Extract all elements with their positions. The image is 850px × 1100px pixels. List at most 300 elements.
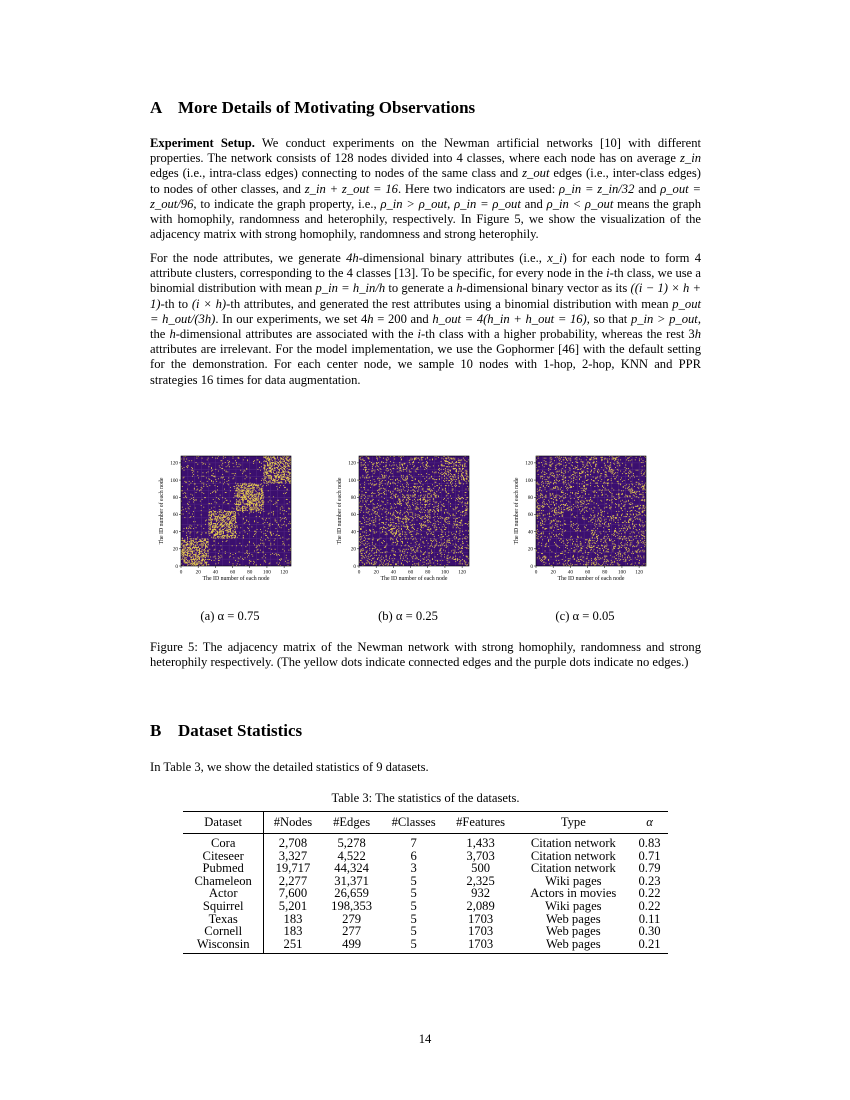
edge-dot — [435, 529, 436, 530]
edge-dot — [254, 484, 255, 485]
edge-dot — [417, 484, 418, 485]
edge-dot — [221, 526, 222, 527]
edge-dot — [415, 552, 416, 553]
edge-dot — [239, 491, 240, 492]
edge-dot — [399, 530, 400, 531]
edge-dot — [239, 514, 240, 515]
edge-dot — [455, 477, 456, 478]
edge-dot — [423, 521, 424, 522]
edge-dot — [233, 524, 234, 525]
edge-dot — [435, 511, 436, 512]
edge-dot — [200, 481, 201, 482]
edge-dot — [537, 471, 538, 472]
edge-dot — [591, 563, 592, 564]
edge-dot — [384, 489, 385, 490]
edge-dot — [397, 541, 398, 542]
edge-dot — [439, 484, 440, 485]
edge-dot — [276, 464, 277, 465]
edge-dot — [274, 544, 275, 545]
edge-dot — [402, 542, 403, 543]
edge-dot — [369, 553, 370, 554]
edge-dot — [257, 493, 258, 494]
edge-dot — [612, 564, 613, 565]
edge-dot — [251, 495, 252, 496]
edge-dot — [541, 482, 542, 483]
edge-dot — [393, 548, 394, 549]
edge-dot — [439, 488, 440, 489]
edge-dot — [387, 560, 388, 561]
edge-dot — [372, 466, 373, 467]
edge-dot — [276, 535, 277, 536]
edge-dot — [541, 472, 542, 473]
edge-dot — [374, 557, 375, 558]
edge-dot — [277, 489, 278, 490]
edge-dot — [284, 465, 285, 466]
edge-dot — [266, 470, 267, 471]
edge-dot — [191, 563, 192, 564]
edge-dot — [405, 551, 406, 552]
edge-dot — [224, 520, 225, 521]
edge-dot — [236, 499, 237, 500]
edge-dot — [190, 483, 191, 484]
edge-dot — [631, 563, 632, 564]
edge-dot — [267, 483, 268, 484]
edge-dot — [211, 471, 212, 472]
edge-dot — [385, 552, 386, 553]
edge-dot — [268, 502, 269, 503]
edge-dot — [238, 457, 239, 458]
edge-dot — [460, 528, 461, 529]
edge-dot — [541, 536, 542, 537]
edge-dot — [196, 561, 197, 562]
edge-dot — [426, 468, 427, 469]
edge-dot — [612, 562, 613, 563]
edge-dot — [435, 525, 436, 526]
edge-dot — [193, 557, 194, 558]
edge-dot — [454, 515, 455, 516]
edge-dot — [235, 514, 236, 515]
edge-dot — [431, 490, 432, 491]
edge-dot — [455, 471, 456, 472]
edge-dot — [264, 460, 265, 461]
edge-dot — [273, 471, 274, 472]
edge-dot — [466, 507, 467, 508]
edge-dot — [372, 542, 373, 543]
edge-dot — [236, 533, 237, 534]
edge-dot — [221, 537, 222, 538]
edge-dot — [368, 498, 369, 499]
edge-dot — [365, 501, 366, 502]
edge-dot — [392, 479, 393, 480]
edge-dot — [251, 485, 252, 486]
edge-dot — [432, 552, 433, 553]
edge-dot — [262, 496, 263, 497]
edge-dot — [394, 554, 395, 555]
edge-dot — [429, 474, 430, 475]
edge-dot — [360, 459, 361, 460]
edge-dot — [271, 459, 272, 460]
edge-dot — [409, 530, 410, 531]
edge-dot — [392, 508, 393, 509]
edge-dot — [206, 532, 207, 533]
edge-dot — [184, 552, 185, 553]
edge-dot — [463, 534, 464, 535]
edge-dot — [466, 503, 467, 504]
edge-dot — [390, 469, 391, 470]
edge-dot — [440, 518, 441, 519]
edge-dot — [276, 555, 277, 556]
edge-dot — [248, 521, 249, 522]
edge-dot — [460, 514, 461, 515]
edge-dot — [231, 513, 232, 514]
edge-dot — [429, 477, 430, 478]
edge-dot — [280, 517, 281, 518]
edge-dot — [454, 463, 455, 464]
edge-dot — [213, 525, 214, 526]
edge-dot — [433, 501, 434, 502]
edge-dot — [464, 561, 465, 562]
edge-dot — [462, 502, 463, 503]
edge-dot — [220, 536, 221, 537]
edge-dot — [435, 472, 436, 473]
edge-dot — [414, 459, 415, 460]
edge-dot — [452, 462, 453, 463]
edge-dot — [264, 526, 265, 527]
edge-dot — [198, 546, 199, 547]
edge-dot — [366, 532, 367, 533]
edge-dot — [380, 532, 381, 533]
text-run: -th class, we use a binomial distribution with mean — [150, 266, 701, 296]
edge-dot — [425, 504, 426, 505]
edge-dot — [196, 539, 197, 540]
edge-dot — [278, 564, 279, 565]
edge-dot — [453, 514, 454, 515]
edge-dot — [183, 550, 184, 551]
edge-dot — [233, 527, 234, 528]
edge-dot — [235, 483, 236, 484]
edge-dot — [256, 502, 257, 503]
edge-dot — [245, 498, 246, 499]
edge-dot — [395, 510, 396, 511]
edge-dot — [187, 549, 188, 550]
edge-dot — [449, 459, 450, 460]
edge-dot — [190, 528, 191, 529]
edge-dot — [183, 559, 184, 560]
edge-dot — [225, 457, 226, 458]
edge-dot — [368, 557, 369, 558]
edge-dot — [448, 523, 449, 524]
edge-dot — [407, 527, 408, 528]
edge-dot — [442, 532, 443, 533]
edge-dot — [247, 527, 248, 528]
edge-dot — [224, 526, 225, 527]
edge-dot — [243, 559, 244, 560]
y-tick-label: 100 — [348, 477, 356, 484]
y-tick-label: 0 — [353, 563, 356, 570]
edge-dot — [362, 551, 363, 552]
edge-dot — [405, 477, 406, 478]
edge-dot — [236, 488, 237, 489]
edge-dot — [222, 529, 223, 530]
edge-dot — [429, 459, 430, 460]
edge-dot — [193, 544, 194, 545]
edge-dot — [371, 551, 372, 552]
edge-dot — [226, 471, 227, 472]
edge-dot — [444, 529, 445, 530]
edge-dot — [467, 508, 468, 509]
edge-dot — [423, 500, 424, 501]
edge-dot — [195, 556, 196, 557]
edge-dot — [448, 493, 449, 494]
edge-dot — [278, 524, 279, 525]
edge-dot — [457, 521, 458, 522]
edge-dot — [221, 460, 222, 461]
edge-dot — [403, 469, 404, 470]
edge-dot — [617, 563, 618, 564]
edge-dot — [263, 492, 264, 493]
edge-dot — [406, 517, 407, 518]
edge-dot — [184, 560, 185, 561]
edge-dot — [370, 501, 371, 502]
edge-dot — [467, 537, 468, 538]
edge-dot — [273, 504, 274, 505]
edge-dot — [454, 523, 455, 524]
edge-dot — [460, 484, 461, 485]
edge-dot — [464, 459, 465, 460]
edge-dot — [269, 526, 270, 527]
edge-dot — [270, 476, 271, 477]
edge-dot — [191, 543, 192, 544]
edge-dot — [270, 478, 271, 479]
edge-dot — [284, 521, 285, 522]
edge-dot — [461, 471, 462, 472]
edge-dot — [268, 471, 269, 472]
edge-dot — [558, 560, 559, 561]
edge-dot — [423, 554, 424, 555]
edge-dot — [460, 465, 461, 466]
edge-dot — [186, 544, 187, 545]
edge-dot — [399, 517, 400, 518]
edge-dot — [284, 545, 285, 546]
edge-dot — [215, 535, 216, 536]
edge-dot — [214, 515, 215, 516]
edge-dot — [541, 506, 542, 507]
edge-dot — [442, 532, 443, 533]
edge-dot — [366, 502, 367, 503]
edge-dot — [376, 462, 377, 463]
edge-dot — [395, 496, 396, 497]
edge-dot — [235, 512, 236, 513]
edge-dot — [279, 471, 280, 472]
edge-dot — [360, 539, 361, 540]
edge-dot — [405, 536, 406, 537]
edge-dot — [241, 496, 242, 497]
edge-dot — [362, 465, 363, 466]
edge-dot — [540, 533, 541, 534]
edge-dot — [466, 472, 467, 473]
edge-dot — [255, 531, 256, 532]
edge-dot — [449, 521, 450, 522]
edge-dot — [219, 526, 220, 527]
edge-dot — [254, 507, 255, 508]
edge-dot — [238, 484, 239, 485]
edge-dot — [183, 531, 184, 532]
edge-dot — [288, 465, 289, 466]
edge-dot — [446, 474, 447, 475]
edge-dot — [378, 492, 379, 493]
edge-dot — [232, 520, 233, 521]
edge-dot — [537, 525, 538, 526]
edge-dot — [281, 481, 282, 482]
math-p-gt: p_in > p_out — [630, 311, 698, 326]
edge-dot — [203, 542, 204, 543]
edge-dot — [227, 526, 228, 527]
edge-dot — [184, 540, 185, 541]
edge-dot — [257, 488, 258, 489]
edge-dot — [542, 557, 543, 558]
edge-dot — [190, 563, 191, 564]
edge-dot — [241, 508, 242, 509]
edge-dot — [373, 558, 374, 559]
edge-dot — [374, 470, 375, 471]
edge-dot — [198, 557, 199, 558]
edge-dot — [399, 518, 400, 519]
edge-dot — [239, 509, 240, 510]
edge-dot — [402, 465, 403, 466]
edge-dot — [245, 484, 246, 485]
edge-dot — [387, 459, 388, 460]
edge-dot — [210, 525, 211, 526]
y-tick-label: 120 — [170, 460, 178, 467]
edge-dot — [429, 512, 430, 513]
edge-dot — [271, 479, 272, 480]
edge-dot — [457, 560, 458, 561]
edge-dot — [455, 520, 456, 521]
edge-dot — [285, 493, 286, 494]
edge-dot — [202, 551, 203, 552]
edge-dot — [239, 458, 240, 459]
edge-dot — [366, 535, 367, 536]
edge-dot — [409, 462, 410, 463]
edge-dot — [229, 557, 230, 558]
edge-dot — [544, 559, 545, 560]
edge-dot — [423, 498, 424, 499]
edge-dot — [221, 534, 222, 535]
edge-dot — [200, 563, 201, 564]
edge-dot — [258, 508, 259, 509]
edge-dot — [419, 515, 420, 516]
edge-dot — [235, 531, 236, 532]
edge-dot — [399, 498, 400, 499]
edge-dot — [379, 520, 380, 521]
edge-dot — [257, 505, 258, 506]
edge-dot — [279, 483, 280, 484]
edge-dot — [287, 539, 288, 540]
edge-dot — [449, 480, 450, 481]
edge-dot — [286, 474, 287, 475]
edge-dot — [288, 469, 289, 470]
edge-dot — [265, 471, 266, 472]
edge-dot — [361, 553, 362, 554]
edge-dot — [436, 508, 437, 509]
edge-dot — [234, 475, 235, 476]
edge-dot — [418, 514, 419, 515]
edge-dot — [376, 552, 377, 553]
edge-dot — [184, 542, 185, 543]
edge-dot — [239, 551, 240, 552]
edge-dot — [363, 487, 364, 488]
edge-dot — [184, 481, 185, 482]
edge-dot — [270, 532, 271, 533]
edge-dot — [448, 462, 449, 463]
edge-dot — [215, 534, 216, 535]
edge-dot — [454, 479, 455, 480]
edge-dot — [286, 459, 287, 460]
edge-dot — [465, 502, 466, 503]
edge-dot — [259, 501, 260, 502]
edge-dot — [410, 464, 411, 465]
edge-dot — [223, 537, 224, 538]
edge-dot — [244, 506, 245, 507]
edge-dot — [283, 457, 284, 458]
edge-dot — [251, 509, 252, 510]
edge-dot — [426, 563, 427, 564]
edge-dot — [193, 521, 194, 522]
edge-dot — [247, 488, 248, 489]
edge-dot — [282, 506, 283, 507]
edge-dot — [395, 494, 396, 495]
edge-dot — [251, 498, 252, 499]
adjacency-heatmap-c — [510, 448, 660, 608]
edge-dot — [246, 484, 247, 485]
edge-dot — [222, 541, 223, 542]
edge-dot — [190, 554, 191, 555]
edge-dot — [368, 512, 369, 513]
edge-dot — [407, 552, 408, 553]
edge-dot — [265, 539, 266, 540]
edge-dot — [454, 551, 455, 552]
edge-dot — [387, 471, 388, 472]
edge-dot — [286, 519, 287, 520]
edge-dot — [231, 519, 232, 520]
edge-dot — [205, 562, 206, 563]
edge-dot — [403, 557, 404, 558]
edge-dot — [278, 469, 279, 470]
edge-dot — [264, 471, 265, 472]
edge-dot — [242, 511, 243, 512]
edge-dot — [261, 463, 262, 464]
edge-dot — [413, 486, 414, 487]
edge-dot — [287, 477, 288, 478]
edge-dot — [279, 477, 280, 478]
edge-dot — [374, 504, 375, 505]
edge-dot — [462, 525, 463, 526]
math-rho-eq: ρ_in = ρ_out — [454, 196, 521, 211]
edge-dot — [282, 467, 283, 468]
edge-dot — [252, 487, 253, 488]
edge-dot — [373, 522, 374, 523]
edge-dot — [405, 532, 406, 533]
edge-dot — [252, 490, 253, 491]
edge-dot — [187, 503, 188, 504]
edge-dot — [406, 479, 407, 480]
edge-dot — [210, 524, 211, 525]
edge-dot — [212, 529, 213, 530]
edge-dot — [363, 460, 364, 461]
edge-dot — [227, 512, 228, 513]
edge-dot — [405, 526, 406, 527]
edge-dot — [211, 468, 212, 469]
